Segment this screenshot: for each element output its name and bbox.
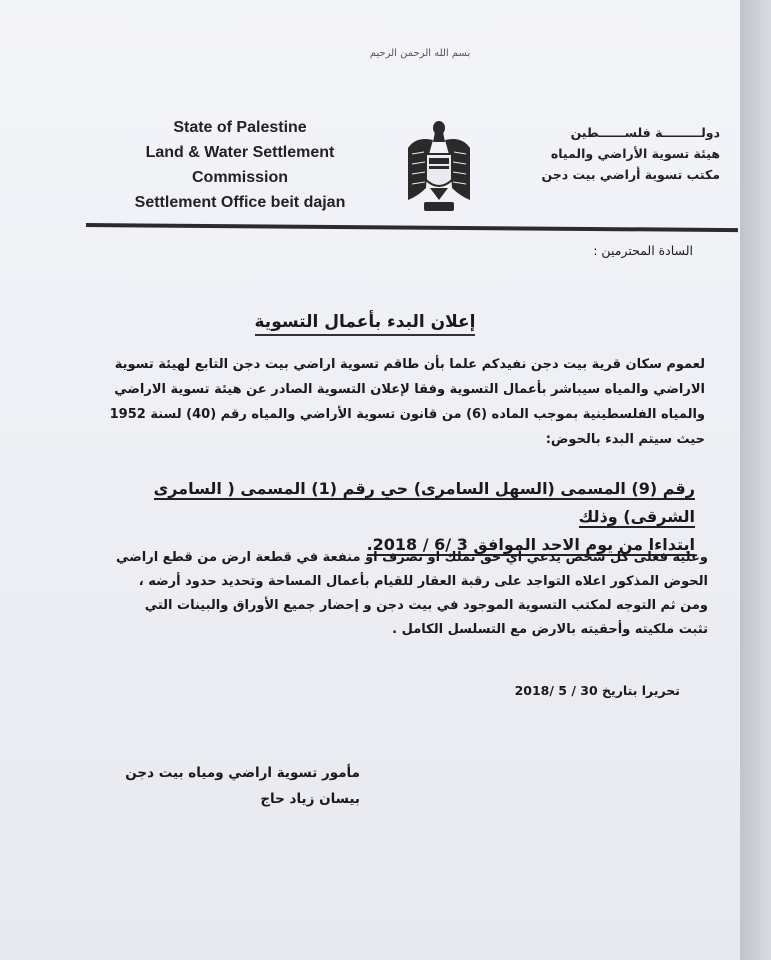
signature-name: بيسان زياد حاج bbox=[260, 791, 360, 807]
signature-block bbox=[120, 760, 360, 812]
p2-line1: رقم (9) المسمى (السهل السامرى) حي رقم (1) المسمى ( السامرى الشرقى) وذلك bbox=[153, 479, 695, 526]
header-en-line2: Land & Water Settlement bbox=[145, 144, 335, 161]
header-arabic bbox=[520, 122, 720, 185]
announcement-title bbox=[200, 312, 530, 332]
p3-line1: وعليه فعلى كل شخص يدعي اي حق تملك او تصرف او منفعة في قطعة ارض من قطع اراضي bbox=[116, 550, 708, 565]
header-ar-line3: مكتب تسوية أراضي بيت دجن bbox=[541, 167, 720, 182]
p3-line2: الحوض المذكور اعلاه التواجد على رقبة العقار للقيام بأعمال المساحة وتحديد حدود أرضه ، bbox=[138, 574, 708, 589]
header-english bbox=[110, 115, 370, 215]
p2-line2: ابتداءا من يوم الاحد الموافق 3 /6 / 2018. bbox=[366, 535, 695, 554]
p3-line4: تثبت ملكيته وأحقيته بالارض مع التسلسل الكامل . bbox=[392, 622, 708, 637]
p1-line1: لعموم سكان قرية بيت دجن نفيدكم علما بأن طاقم تسوية اراضي بيت دجن التابع لهيئة تسوية bbox=[114, 357, 705, 372]
page-edge bbox=[740, 0, 771, 960]
issue-date: تحريرا بتاريخ 30 / 5 /2018 bbox=[514, 683, 680, 698]
p1-line4: حيث سيتم البدء بالحوض: bbox=[545, 432, 705, 447]
header-en-line4: Settlement Office beit dajan bbox=[134, 194, 346, 211]
p1-line2: الاراضي والمياه سيباشر بأعمال التسوية وفقا لإعلان التسوية الصادر عن هيئة تسوية الاراضي bbox=[114, 382, 705, 397]
title-text: إعلان البدء بأعمال التسوية bbox=[255, 312, 476, 336]
basmala: بسم الله الرحمن الرحيم bbox=[369, 48, 471, 59]
salutation: السادة المحترمين : bbox=[593, 243, 693, 258]
palestine-eagle-emblem-icon bbox=[404, 118, 474, 218]
paragraph-intro bbox=[95, 352, 705, 452]
header-en-line3: Commission bbox=[191, 169, 288, 186]
signature-title: مأمور تسوية اراضي ومياه بيت دجن bbox=[125, 765, 360, 781]
header-ar-line1: دولـــــــــة فلســــــطين bbox=[570, 125, 720, 140]
paragraph-instructions bbox=[110, 546, 708, 642]
header-en-line1: State of Palestine bbox=[173, 119, 307, 136]
header-ar-line2: هيئة تسوية الأراضي والمياه bbox=[550, 146, 720, 161]
p3-line3: ومن ثم التوجه لمكتب التسوية الموجود في بيت دجن و إحضار جميع الأوراق والبينات التي bbox=[144, 598, 708, 613]
p1-line3: والمياه الفلسطينية بموجب الماده (6) من قانون تسوية الأراضي والمياه رقم (40) لسنة 1952 bbox=[109, 407, 705, 422]
